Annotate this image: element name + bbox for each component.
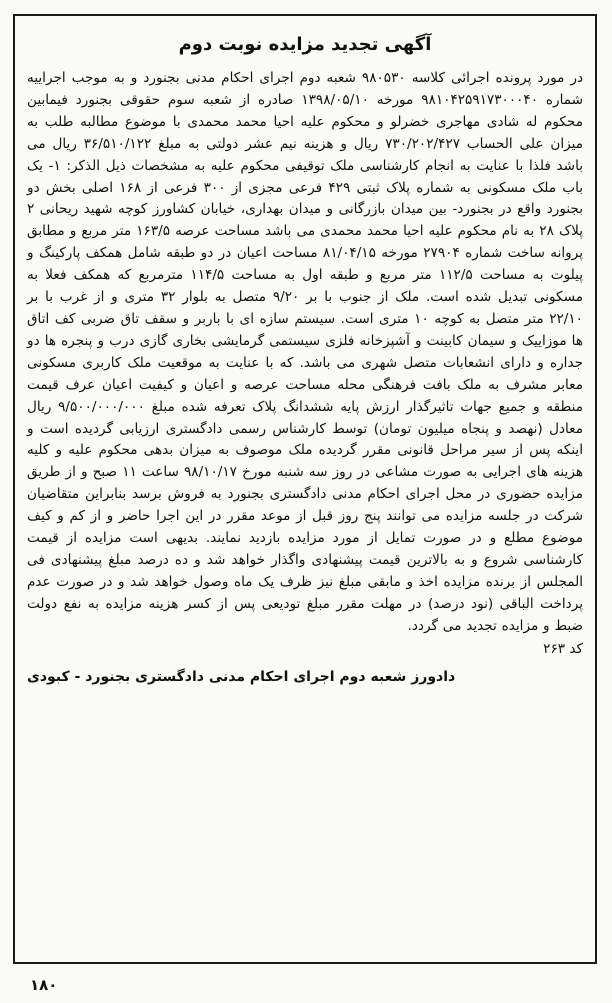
notice-box (13, 14, 597, 964)
notice-code: کد ۲۶۳ (543, 640, 583, 657)
page-number: ۱۸۰ (30, 976, 58, 994)
notice-title: آگهی تجدید مزایده نوبت دوم (178, 34, 432, 55)
notice-body: در مورد پرونده اجرائی کلاسه ۹۸۰۵۳۰ شعبه دوم اجرای احکام مدنی بجنورد و به موجب اجراییه شماره ۹۸۱۰۴۲۵۹۱۷۳۰۰۰۴۰ مورخه ۱۳۹۸/۰۵/۱۰ صادره از شعبه سوم حقوقی بجنورد فیمابین محکوم له شادی مهاجری خضرلو و محکوم علیه احیا محمد محمدی با موضوع مطالبه طلب به میزان علی الحساب ۷۳۰/۲۰۲/۴۲۷ ریال و هزینه نیم عشر دولتی به مبلغ ۳۶/۵۱۰/۱۲۲ ریال می باشد فلذا با عنایت به انجام کارشناسی ملک توقیفی محکوم علیه به مشخصات ذیل الذکر: ۱- یک باب ملک مسکونی به شماره پلاک ثبتی ۴۲۹ فرعی مجزی از ۳۰۰ فرعی از ۱۶۸ اصلی بخش دو بجنورد واقع در بجنورد- بین میدان بازرگانی و میدان بهداری، خیابان کشاورز کوچه شهید ریحانی ۲ پلاک ۲۸ به نام محکوم علیه احیا محمد محمدی می باشد مساحت عرصه ۱۶۳/۵ متر مربع و مطابق پروانه ساخت شماره ۲۷۹۰۴ مورخه ۸۱/۰۴/۱۵ مساحت اعیان در دو طبقه شامل همکف پارکینگ و پیلوت به مساحت ۱۱۲/۵ متر مربع و طبقه اول به مساحت ۱۱۴/۵ مترمربع که همکف فعلا به مسکونی تبدیل شده است. ملک از جنوب با بر ۹/۲۰ متصل به بلوار ۳۲ متری و از غرب با بر ۲۲/۱۰ متر متصل به کوچه ۱۰ متری است. سیستم سازه ای با باربر و سقف تاق ضربی کف اتاق ها موزاییک و سیمان کابینت و آشپزخانه فلزی سیستمی گرمایشی بخاری گازی درب و پنجره ها دو جداره و دارای انشعابات متصل شهری می باشد. که با عنایت به موقعیت ملک کاربری مسکونی معابر مشرف به ملک بافت فرهنگی محله مساحت عرصه و اعیان و کیفیت اعیان عرف قیمت منطقه و جمیع جهات تاثیرگذار ارزش پایه ششدانگ پلاک تعرفه شده مبلغ ۹/۵۰۰/۰۰۰/۰۰۰ ریال معادل (نهصد و پنجاه میلیون تومان) توسط کارشناس رسمی دادگستری ارزیابی گردیده است و اینکه پس از سیر مراحل قانونی مقرر گردیده ملک موصوف به میزان بدهی محکوم علیه و کلیه هزینه های اجرایی به صورت مشاعی در روز سه شنبه مورخ ۹۸/۱۰/۱۷ ساعت ۱۱ صبح و از طریق مزایده حضوری در محل اجرای احکام مدنی دادگستری بجنورد به فروش برسد بنابراین متقاضیان شرکت در جلسه مزایده می توانند پنج روز قبل از موعد مقرر در این اجرا حاضر و از کم و کیف موضوع مطلع و در صورت تمایل از مورد مزایده بازدید نمایند. بدیهی است مزایده از قیمت کارشناسی شروع و به بالاترین قیمت پیشنهادی واگذار خواهد شد و ده درصد مبلغ پیشنهادی فی المجلس از برنده مزایده اخذ و مابقی مبلغ نیز ظرف یک ماه وصول خواهد شد و در صورت عدم پرداخت الباقی (نود درصد) در مهلت مقرر مبلغ تودیعی پس از کسر هزینه مزایده به نفع دولت ضبط و مزایده تجدید می گردد. (27, 70, 584, 634)
notice-signature: دادورز شعبه دوم اجرای احکام مدنی دادگستری بجنورد - کبودی (27, 668, 456, 685)
